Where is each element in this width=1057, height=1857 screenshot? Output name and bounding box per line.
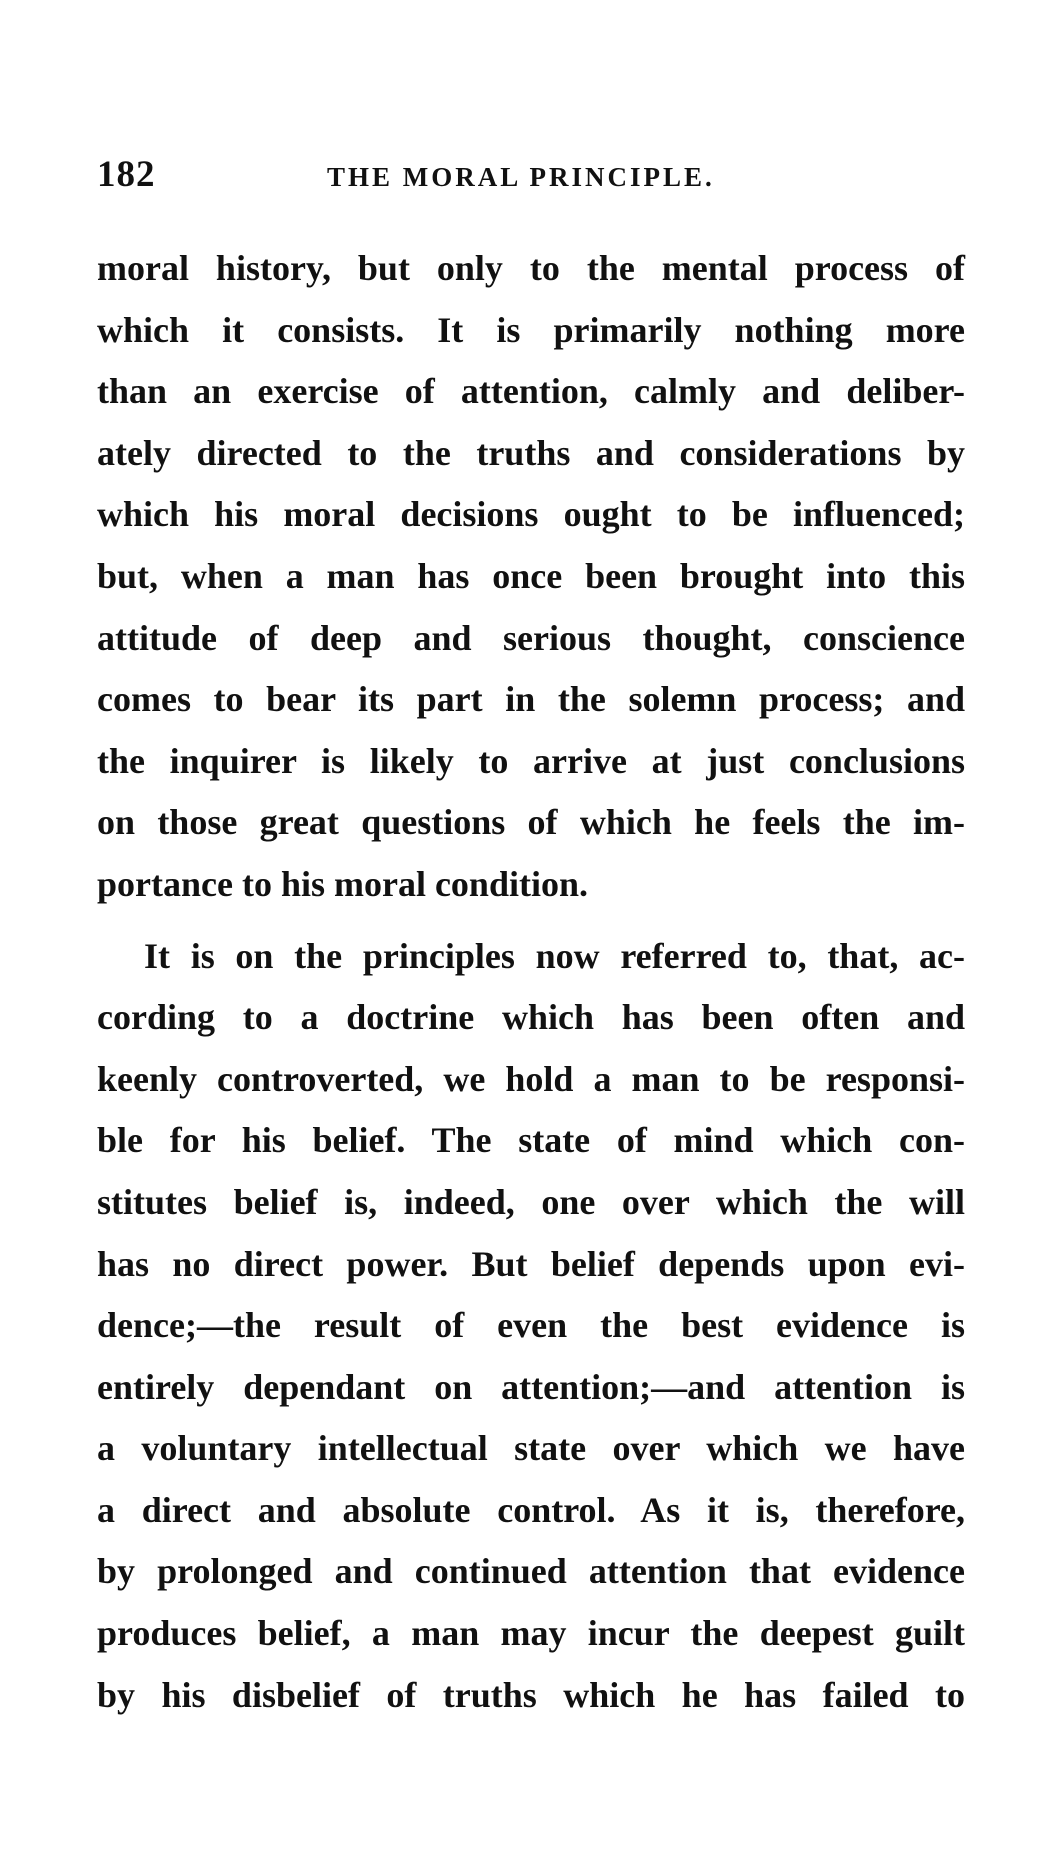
text-line: which it consists. It is primarily nothing more (97, 309, 965, 350)
body-text (97, 238, 965, 1726)
text-line: keenly controverted, we hold a man to be responsi- (97, 1058, 965, 1099)
text-line: entirely dependant on attention;—and attention is (97, 1366, 965, 1407)
text-line: which his moral decisions ought to be influenced; (97, 494, 965, 535)
text-line: moral history, but only to the mental process of (97, 248, 965, 288)
text-line: a voluntary intellectual state over which we have (97, 1428, 965, 1469)
text-line: has no direct power. But belief depends upon evi- (97, 1243, 965, 1284)
text-line: ble for his belief. The state of mind which con- (97, 1120, 965, 1161)
text-line: a direct and absolute control. As it is, therefore, (97, 1489, 965, 1530)
running-head (97, 150, 967, 200)
text-line: than an exercise of attention, calmly and deliber- (97, 371, 965, 412)
text-line: attitude of deep and serious thought, conscience (97, 617, 965, 658)
text-line: comes to bear its part in the solemn process; and (97, 679, 965, 720)
text-line: by prolonged and continued attention that evidence (97, 1551, 965, 1592)
page-number: 182 (97, 154, 156, 195)
text-line: the inquirer is likely to arrive at just conclusions (97, 740, 965, 781)
text-line: but, when a man has once been brought into this (97, 555, 965, 596)
text-line: cording to a doctrine which has been often and (97, 997, 965, 1038)
text-line: on those great questions of which he feels the im- (97, 802, 965, 843)
text-line: by his disbelief of truths which he has failed to (97, 1674, 965, 1715)
text-line: dence;—the result of even the best evidence is (97, 1305, 965, 1346)
paragraph-gap (97, 916, 965, 926)
paragraph-2 (97, 926, 965, 1727)
text-line: produces belief, a man may incur the deepest guilt (97, 1613, 965, 1654)
paragraph-1 (97, 238, 965, 916)
text-line: portance to his moral condition. (97, 863, 588, 904)
text-line: stitutes belief is, indeed, one over which the will (97, 1181, 965, 1222)
text-line: ately directed to the truths and considerations by (97, 432, 965, 473)
running-title: THE MORAL PRINCIPLE. (327, 162, 715, 192)
text-line: It is on the principles now referred to, that, ac- (144, 935, 965, 976)
